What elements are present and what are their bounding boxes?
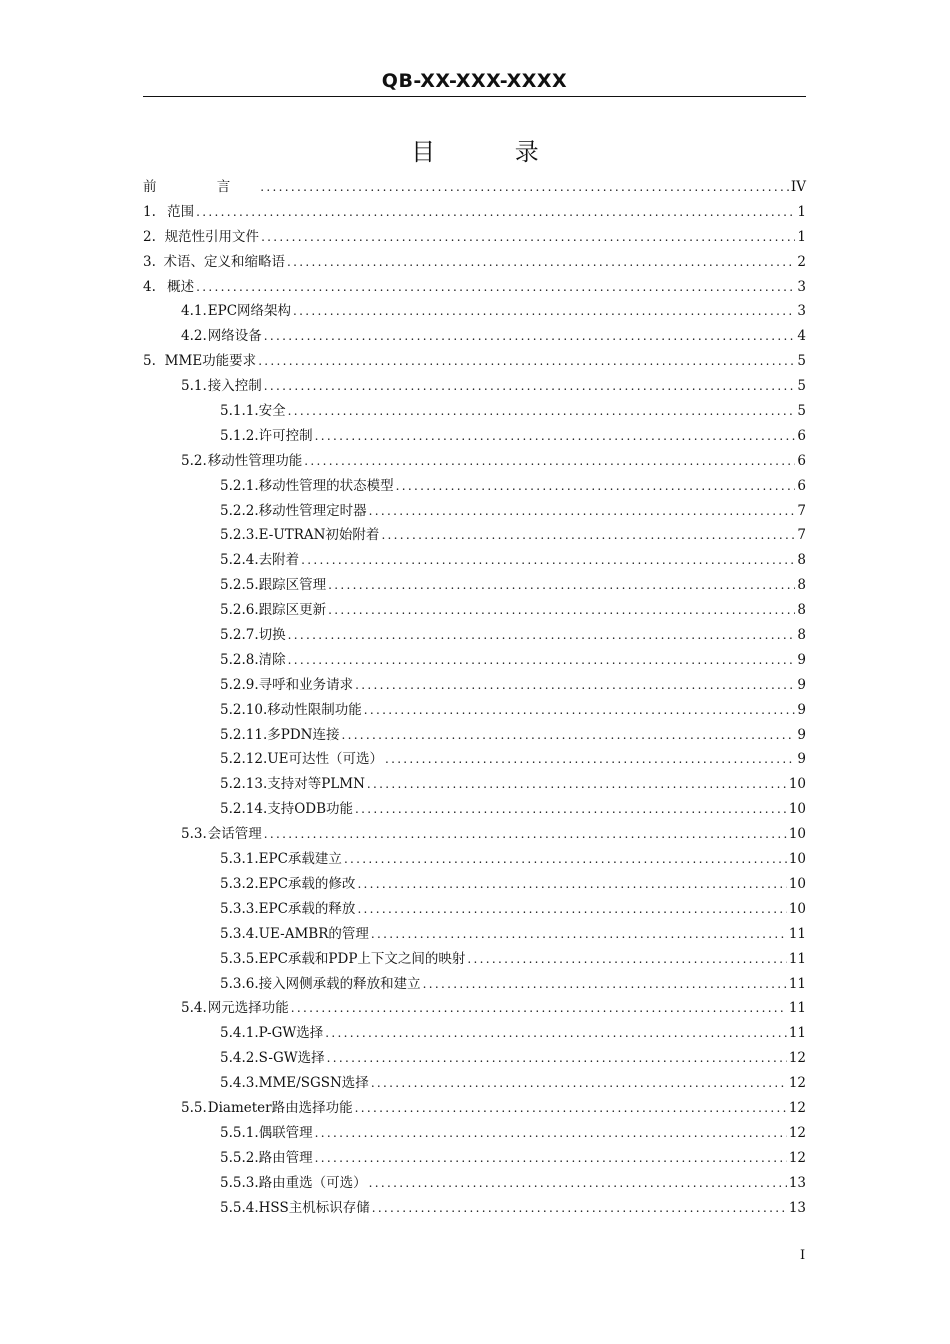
toc-row[interactable] — [143, 598, 806, 623]
toc-entry-number: 5.2.2. — [220, 502, 259, 519]
toc-entry-number: 5.4.2. — [220, 1050, 259, 1067]
toc-entry-number: 5.4. — [181, 1000, 207, 1017]
toc-dot-leader — [288, 623, 796, 648]
toc-entry-number: 5.2.3. — [220, 527, 259, 544]
toc-dot-leader — [196, 200, 795, 225]
toc-entry-number: 5.5.4. — [220, 1199, 259, 1216]
toc-entry-label: 偶联管理 — [258, 1124, 313, 1141]
toc-dot-leader — [369, 499, 796, 524]
toc-entry-page: 6 — [797, 477, 806, 494]
toc-entry-number: 5.5.2. — [220, 1149, 259, 1166]
toc-entry[interactable] — [220, 548, 806, 573]
toc-entry[interactable] — [220, 747, 806, 772]
toc-entry[interactable] — [220, 972, 806, 997]
toc-entry-number: 5.4.3. — [220, 1075, 259, 1092]
toc-entry-number: 2. — [143, 228, 156, 245]
toc-dot-leader — [315, 1121, 787, 1146]
toc-entry[interactable] — [220, 1171, 806, 1196]
toc-entry[interactable] — [220, 499, 806, 524]
toc-entry-number: 5.2.12. — [220, 751, 268, 768]
toc-row[interactable] — [143, 1071, 806, 1096]
toc-dot-leader — [301, 548, 795, 573]
toc-entry-number: 5.3.4. — [220, 925, 259, 942]
toc-entry-page: 8 — [797, 577, 806, 594]
toc-row[interactable] — [143, 872, 806, 897]
toc-entry-number: 5.2. — [181, 452, 207, 469]
toc-row[interactable] — [143, 1121, 806, 1146]
toc-row[interactable] — [143, 548, 806, 573]
toc-row[interactable] — [143, 996, 806, 1021]
toc-entry[interactable] — [143, 225, 806, 250]
toc-entry-page: 5 — [797, 353, 806, 370]
toc-entry-page: 4 — [797, 328, 806, 345]
toc-entry[interactable] — [143, 175, 806, 200]
toc-entry-page: 6 — [797, 452, 806, 469]
toc-entry-label: 概述 — [167, 278, 195, 295]
toc-entry-page: 13 — [788, 1174, 806, 1191]
toc-entry-label: S-GW选择 — [258, 1050, 325, 1067]
toc-entry[interactable] — [220, 1196, 806, 1221]
toc-entry[interactable] — [220, 897, 806, 922]
toc-row[interactable] — [143, 299, 806, 324]
toc-dot-leader — [369, 1171, 787, 1196]
toc-dot-leader — [264, 374, 796, 399]
toc-dot-leader — [293, 299, 795, 324]
toc-entry-page: 11 — [788, 925, 806, 942]
toc-row[interactable] — [143, 349, 806, 374]
toc-entry-number: 5.3. — [181, 826, 207, 843]
toc-dot-leader — [325, 1021, 787, 1046]
toc-entry-number: 4.2. — [181, 328, 207, 345]
toc-row[interactable] — [143, 1171, 806, 1196]
toc-entry-number: 5.2.5. — [220, 577, 259, 594]
toc-entry[interactable] — [220, 523, 806, 548]
toc-dot-leader — [371, 922, 787, 947]
toc-entry-page: 12 — [788, 1149, 806, 1166]
toc-entry[interactable] — [181, 449, 806, 474]
toc-dot-leader — [385, 747, 795, 772]
toc-dot-leader — [196, 275, 795, 300]
toc-dot-leader — [315, 424, 796, 449]
toc-row[interactable] — [143, 1046, 806, 1071]
toc-row[interactable] — [143, 250, 806, 275]
toc-entry-page: 11 — [788, 1000, 806, 1017]
toc-entry[interactable] — [220, 648, 806, 673]
toc-row[interactable] — [143, 573, 806, 598]
toc-entry[interactable] — [143, 200, 806, 225]
toc-entry-page: 11 — [788, 1025, 806, 1042]
toc-entry[interactable] — [220, 698, 806, 723]
toc-entry-number: 5.3.3. — [220, 900, 259, 917]
toc-dot-leader — [364, 698, 796, 723]
toc-entry-page: 10 — [788, 875, 806, 892]
toc-entry-number: 4. — [143, 278, 156, 295]
toc-entry-page: 9 — [797, 651, 806, 668]
toc-dot-leader — [355, 797, 787, 822]
toc-entry-label: 规范性引用文件 — [164, 228, 260, 245]
toc-entry-number: 5.1.2. — [220, 427, 259, 444]
toc-entry-page: 10 — [788, 900, 806, 917]
toc-entry-label: EPC网络架构 — [207, 303, 292, 320]
toc-entry-label: 跟踪区更新 — [258, 602, 327, 619]
toc-entry-page: 7 — [797, 502, 806, 519]
toc-entry-page: 5 — [797, 403, 806, 420]
toc-entry-label: 接入网侧承载的释放和建立 — [258, 975, 421, 992]
table-of-contents — [143, 175, 806, 1220]
toc-entry-number: 1. — [143, 203, 156, 220]
toc-row[interactable] — [143, 623, 806, 648]
toc-entry-number: 5.2.4. — [220, 552, 259, 569]
toc-entry-page: 9 — [797, 701, 806, 718]
toc-entry-number: 5.2.1. — [220, 477, 259, 494]
toc-entry-label: EPC承载建立 — [258, 851, 342, 868]
toc-row[interactable] — [143, 225, 806, 250]
toc-row[interactable] — [143, 1021, 806, 1046]
toc-entry-label: EPC承载和PDP上下文之间的映射 — [258, 950, 466, 967]
toc-entry-label: 支持对等PLMN — [267, 776, 365, 793]
toc-entry-label: 移动性管理定时器 — [258, 502, 367, 519]
toc-title: 目 录 — [411, 138, 575, 166]
toc-entry-label: E-UTRAN初始附着 — [258, 527, 380, 544]
toc-entry-number: 5.1.1. — [220, 403, 259, 420]
toc-row[interactable] — [143, 449, 806, 474]
toc-dot-leader — [341, 723, 795, 748]
page-number: I — [800, 1248, 806, 1263]
toc-entry-label: 网元选择功能 — [207, 1000, 289, 1017]
toc-dot-leader — [291, 996, 787, 1021]
toc-entry-label: 许可控制 — [258, 427, 313, 444]
toc-entry-page: 2 — [797, 253, 806, 270]
toc-dot-leader — [372, 1196, 787, 1221]
toc-entry[interactable] — [181, 822, 806, 847]
toc-entry[interactable] — [220, 947, 806, 972]
toc-dot-leader — [260, 175, 789, 200]
toc-entry[interactable] — [220, 872, 806, 897]
toc-row[interactable] — [143, 1096, 806, 1121]
toc-entry-number: 5.2.11. — [220, 726, 268, 743]
toc-dot-leader — [355, 1096, 787, 1121]
toc-row[interactable] — [143, 275, 806, 300]
page-header — [143, 66, 806, 97]
toc-entry-page: 8 — [797, 627, 806, 644]
toc-entry[interactable] — [143, 275, 806, 300]
toc-dot-leader — [371, 1071, 787, 1096]
toc-row[interactable] — [143, 474, 806, 499]
toc-entry[interactable] — [220, 673, 806, 698]
toc-entry[interactable] — [181, 299, 806, 324]
toc-entry-label: UE可达性（可选） — [267, 751, 383, 768]
toc-entry-number: 5.3.6. — [220, 975, 259, 992]
toc-row[interactable] — [143, 1146, 806, 1171]
toc-row[interactable] — [143, 822, 806, 847]
toc-entry-label: 移动性管理的状态模型 — [258, 477, 394, 494]
toc-row[interactable] — [143, 747, 806, 772]
toc-entry-label: Diameter路由选择功能 — [207, 1099, 353, 1116]
toc-entry-page: IV — [790, 179, 806, 195]
toc-entry[interactable] — [220, 623, 806, 648]
toc-row[interactable] — [143, 1196, 806, 1221]
toc-row[interactable] — [143, 698, 806, 723]
toc-entry[interactable] — [181, 324, 806, 349]
toc-entry-number: 5.1. — [181, 378, 207, 395]
toc-entry-page: 8 — [797, 552, 806, 569]
toc-entry-number: 5. — [143, 353, 156, 370]
toc-entry-page: 10 — [788, 826, 806, 843]
toc-entry-page: 9 — [797, 751, 806, 768]
toc-dot-leader — [344, 847, 787, 872]
toc-entry[interactable] — [220, 1121, 806, 1146]
toc-row[interactable] — [143, 175, 806, 200]
toc-entry-label: MME功能要求 — [164, 353, 257, 370]
toc-entry-number: 5.3.2. — [220, 875, 259, 892]
toc-entry-number: 5.4.1. — [220, 1025, 259, 1042]
toc-entry-label: EPC承载的释放 — [258, 900, 356, 917]
toc-entry-label: 寻呼和业务请求 — [258, 676, 354, 693]
toc-entry-page: 7 — [797, 527, 806, 544]
toc-entry-number: 5.5. — [181, 1099, 207, 1116]
toc-dot-leader — [287, 250, 795, 275]
toc-dot-leader — [327, 1046, 787, 1071]
toc-entry-number: 5.2.14. — [220, 801, 268, 818]
toc-row[interactable] — [143, 648, 806, 673]
toc-entry-label: 前 言 — [143, 179, 259, 195]
toc-dot-leader — [261, 225, 795, 250]
toc-row[interactable] — [143, 424, 806, 449]
toc-entry-page: 12 — [788, 1050, 806, 1067]
toc-entry-label: 跟踪区管理 — [258, 577, 327, 594]
toc-entry[interactable] — [181, 1096, 806, 1121]
toc-entry-label: 范围 — [167, 203, 195, 220]
toc-entry-page: 12 — [788, 1099, 806, 1116]
toc-entry-number: 5.5.3. — [220, 1174, 259, 1191]
toc-entry-label: 会话管理 — [207, 826, 262, 843]
toc-dot-leader — [328, 573, 795, 598]
toc-entry-label: 切换 — [258, 627, 286, 644]
toc-entry-label: 安全 — [258, 403, 286, 420]
toc-entry-number: 5.2.9. — [220, 676, 259, 693]
toc-entry-label: 移动性管理功能 — [207, 452, 303, 469]
toc-entry[interactable] — [220, 598, 806, 623]
toc-entry-label: 网络设备 — [207, 328, 262, 345]
toc-entry[interactable] — [220, 847, 806, 872]
toc-entry[interactable] — [220, 922, 806, 947]
toc-entry-label: 路由管理 — [258, 1149, 313, 1166]
toc-entry-page: 6 — [797, 427, 806, 444]
toc-entry-page: 13 — [788, 1199, 806, 1216]
document-code: QB-XX-XXX-XXXX — [381, 70, 568, 92]
toc-dot-leader — [288, 648, 796, 673]
toc-entry-label: HSS主机标识存储 — [258, 1199, 370, 1216]
toc-dot-leader — [381, 523, 795, 548]
toc-dot-leader — [304, 449, 795, 474]
toc-entry[interactable] — [220, 573, 806, 598]
toc-entry-page: 1 — [797, 203, 806, 220]
toc-entry-label: 去附着 — [258, 552, 300, 569]
toc-dot-leader — [423, 972, 787, 997]
toc-entry[interactable] — [181, 374, 806, 399]
toc-entry-label: 支持ODB功能 — [267, 801, 354, 818]
toc-row[interactable] — [143, 972, 806, 997]
toc-entry-page: 11 — [788, 950, 806, 967]
toc-row[interactable] — [143, 947, 806, 972]
toc-dot-leader — [258, 349, 795, 374]
toc-row[interactable] — [143, 374, 806, 399]
toc-dot-leader — [396, 474, 796, 499]
toc-entry[interactable] — [220, 797, 806, 822]
toc-entry-page: 10 — [788, 801, 806, 818]
toc-entry-number: 4.1. — [181, 303, 207, 320]
toc-row[interactable] — [143, 897, 806, 922]
toc-entry[interactable] — [143, 349, 806, 374]
toc-row[interactable] — [143, 797, 806, 822]
toc-entry-number: 5.2.10. — [220, 701, 268, 718]
toc-entry[interactable] — [181, 996, 806, 1021]
toc-entry-number: 5.3.5. — [220, 950, 259, 967]
toc-entry-page: 11 — [788, 975, 806, 992]
toc-dot-leader — [357, 897, 786, 922]
toc-entry-page: 3 — [797, 278, 806, 295]
toc-row[interactable] — [143, 399, 806, 424]
toc-entry-label: 多PDN连接 — [267, 726, 340, 743]
toc-entry-label: UE-AMBR的管理 — [258, 925, 369, 942]
toc-entry-label: EPC承载的修改 — [258, 875, 356, 892]
toc-entry-page: 3 — [797, 303, 806, 320]
toc-entry-page: 12 — [788, 1075, 806, 1092]
toc-entry-page: 8 — [797, 602, 806, 619]
toc-row[interactable] — [143, 922, 806, 947]
toc-entry-number: 5.2.7. — [220, 627, 259, 644]
toc-dot-leader — [467, 947, 786, 972]
toc-entry-label: 接入控制 — [207, 378, 262, 395]
toc-dot-leader — [288, 399, 796, 424]
toc-row[interactable] — [143, 499, 806, 524]
toc-entry-label: 路由重选（可选） — [258, 1174, 367, 1191]
toc-dot-leader — [357, 872, 786, 897]
toc-dot-leader — [328, 598, 795, 623]
toc-dot-leader — [315, 1146, 787, 1171]
toc-entry-page: 10 — [788, 776, 806, 793]
toc-entry[interactable] — [220, 1071, 806, 1096]
toc-entry-number: 5.2.13. — [220, 776, 268, 793]
toc-entry[interactable] — [220, 1046, 806, 1071]
toc-entry[interactable] — [220, 424, 806, 449]
toc-entry-page: 10 — [788, 851, 806, 868]
toc-dot-leader — [355, 673, 795, 698]
toc-entry-number: 3. — [143, 253, 156, 270]
toc-entry-number: 5.2.8. — [220, 651, 259, 668]
toc-entry-number: 5.3.1. — [220, 851, 259, 868]
toc-entry-label: 移动性限制功能 — [267, 701, 362, 718]
toc-entry-page: 1 — [797, 228, 806, 245]
toc-row[interactable] — [143, 200, 806, 225]
toc-entry-label: P-GW选择 — [258, 1025, 324, 1042]
toc-entry[interactable] — [220, 1146, 806, 1171]
toc-entry[interactable] — [220, 723, 806, 748]
toc-entry-page: 9 — [797, 676, 806, 693]
toc-entry-page: 9 — [797, 726, 806, 743]
toc-entry-label: 清除 — [258, 651, 286, 668]
toc-row[interactable] — [143, 673, 806, 698]
toc-entry-page: 5 — [797, 378, 806, 395]
toc-entry-number: 5.2.6. — [220, 602, 259, 619]
toc-entry[interactable] — [220, 399, 806, 424]
toc-row[interactable] — [143, 324, 806, 349]
toc-entry-page: 12 — [788, 1124, 806, 1141]
toc-entry-label: 术语、定义和缩略语 — [163, 253, 286, 270]
toc-dot-leader — [264, 324, 796, 349]
toc-entry[interactable] — [143, 250, 806, 275]
toc-row[interactable] — [143, 723, 806, 748]
toc-entry-number: 5.5.1. — [220, 1124, 259, 1141]
toc-row[interactable] — [143, 772, 806, 797]
toc-dot-leader — [264, 822, 787, 847]
toc-row[interactable] — [143, 847, 806, 872]
toc-dot-leader — [367, 772, 787, 797]
toc-entry[interactable] — [220, 1021, 806, 1046]
toc-row[interactable] — [143, 523, 806, 548]
toc-entry-label: MME/SGSN选择 — [258, 1075, 369, 1092]
toc-entry[interactable] — [220, 772, 806, 797]
toc-entry[interactable] — [220, 474, 806, 499]
